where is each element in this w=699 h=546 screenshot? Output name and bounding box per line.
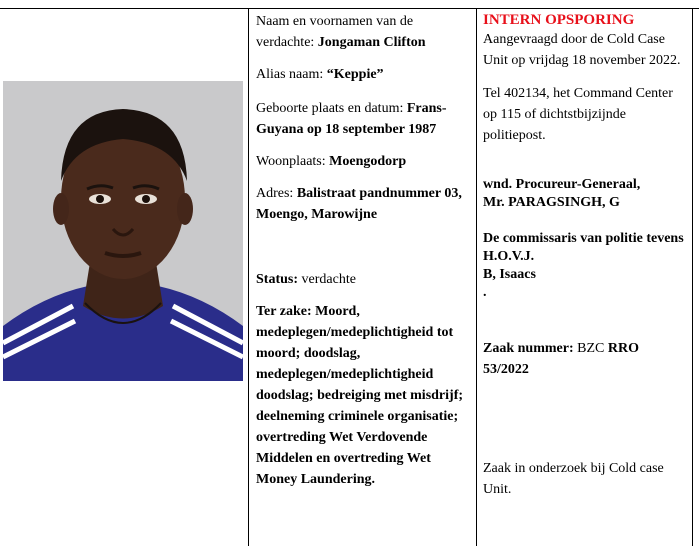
address-label: Adres: — [256, 186, 294, 201]
column-divider-2 — [476, 8, 477, 546]
notice-title: INTERN OPSPORING — [483, 12, 635, 28]
prosecutor-name: Mr. PARAGSINGH, G — [483, 195, 620, 210]
case-value: RRO 53/2022 — [483, 341, 639, 377]
requested-by: Aangevraagd door de Cold Case Unit op vrijdag 18 november 2022. — [483, 32, 681, 68]
residence-field — [256, 151, 470, 172]
alias-value: “Keppie” — [326, 67, 384, 82]
status-field — [256, 269, 470, 290]
case-label: Zaak nummer: — [483, 341, 574, 356]
top-border — [0, 8, 699, 9]
alias-label: Alias naam: — [256, 67, 324, 82]
birth-field — [256, 98, 470, 140]
column-divider-3 — [692, 8, 693, 546]
charges-label: Ter zake: — [256, 304, 312, 319]
suspect-photo — [3, 81, 243, 381]
status-label: Status: — [256, 272, 299, 287]
name-field — [256, 11, 470, 53]
charges-value: Moord, medeplegen/medeplichtigheid tot moord; doodslag, medeplegen/medeplichtigheid doodslag; bedreiging met misdrijf; deelneming criminele organisatie; overtreding Wet Verdovende Middelen en overtreding Wet Money Laundering. — [256, 304, 464, 487]
charges-field — [256, 301, 470, 490]
investigation-note: Zaak in onderzoek bij Cold case Unit. — [483, 461, 664, 497]
residence-label: Woonplaats: — [256, 154, 326, 169]
residence-value: Moengodorp — [329, 154, 407, 169]
commissioner-name: B, Isaacs — [483, 267, 536, 282]
notice-info — [483, 11, 688, 500]
commissioner-dot: . — [483, 285, 487, 300]
contact-info: Tel 402134, het Command Center op 115 of dichtstbijzijnde politiepost. — [483, 86, 673, 143]
address-value: Balistraat pandnummer 03, Moengo, Marowijne — [256, 186, 462, 222]
commissioner — [483, 230, 688, 302]
prosecutor — [483, 176, 688, 212]
birth-label: Geboorte plaats en datum: — [256, 101, 404, 116]
name-value: Jongaman Clifton — [317, 35, 426, 50]
prosecutor-title: wnd. Procureur-Generaal, — [483, 177, 641, 192]
name-label: Naam en voornamen van de verdachte: — [256, 14, 414, 50]
column-divider-1 — [248, 8, 249, 546]
alias-field — [256, 64, 470, 85]
birth-value: Frans-Guyana op 18 september 1987 — [256, 101, 447, 137]
case-prefix: BZC — [577, 341, 605, 356]
suspect-details — [256, 11, 470, 490]
case-number — [483, 338, 688, 380]
status-value: verdachte — [301, 272, 356, 287]
commissioner-title: De commissaris van politie tevens H.O.V.J. — [483, 231, 684, 264]
address-field — [256, 183, 470, 225]
